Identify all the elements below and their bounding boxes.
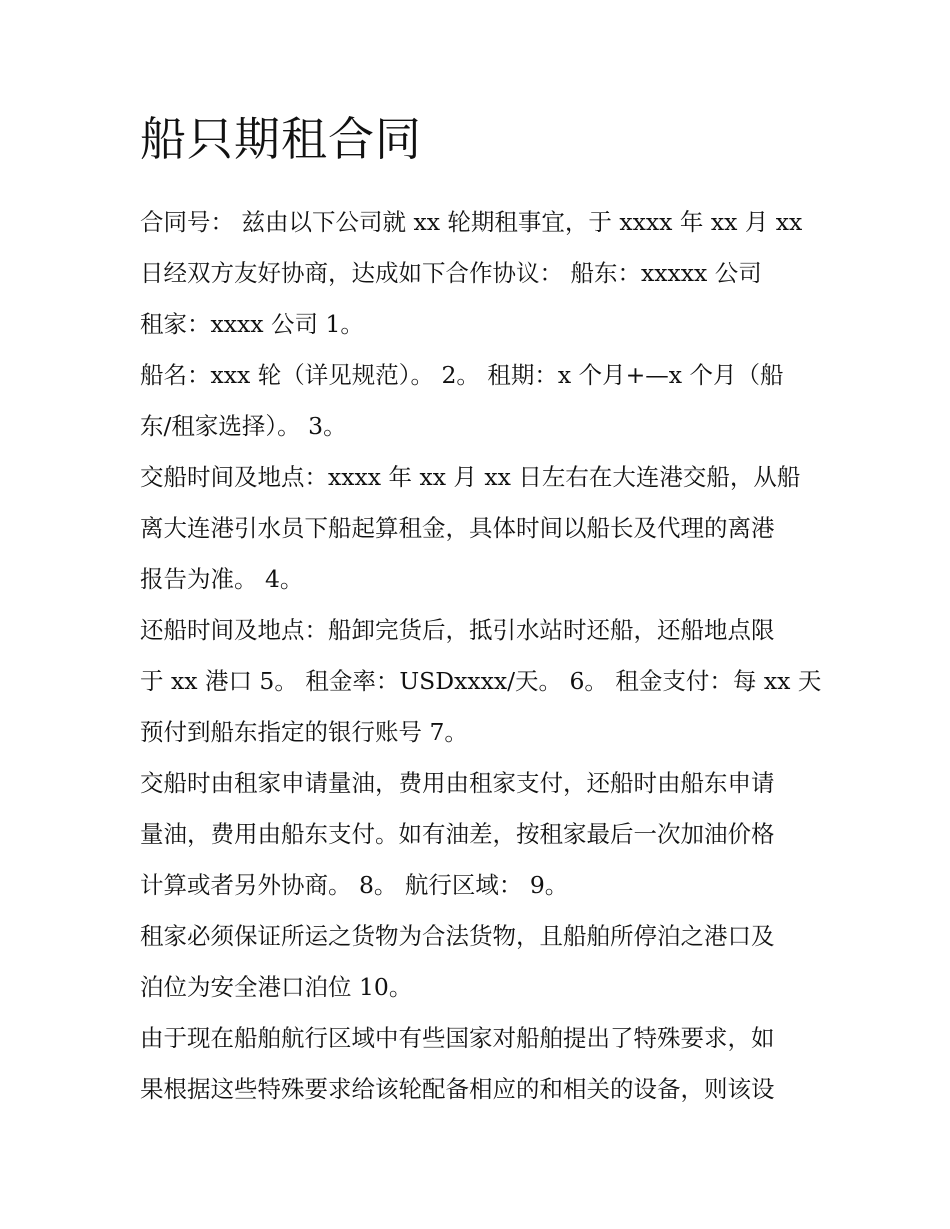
body-line: 量油，费用由船东支付。如有油差，按租家最后一次加油价格 <box>140 820 775 848</box>
document-body <box>140 197 820 1115</box>
body-line: 东/租家选择）。 3。 <box>140 412 347 440</box>
body-line: 报告为准。 4。 <box>140 565 304 593</box>
body-line: 交船时由租家申请量油，费用由租家支付，还船时由船东申请 <box>140 769 775 797</box>
body-line: 租家：xxxx 公司 1。 <box>140 310 364 338</box>
document-title: 船只期租合同 <box>140 112 422 166</box>
body-line: 还船时间及地点：船卸完货后，抵引水站时还船，还船地点限 <box>140 616 775 644</box>
body-line: 日经双方友好协商，达成如下合作协议： 船东：xxxxx 公司 <box>140 259 762 287</box>
body-line: 船名：xxx 轮（详见规范）。 2。 租期：x 个月+—x 个月（船 <box>140 361 784 389</box>
body-line: 预付到船东指定的银行账号 7。 <box>140 718 468 746</box>
body-line: 合同号： 兹由以下公司就 xx 轮期租事宜，于 xxxx 年 xx 月 xx <box>140 208 803 236</box>
body-line: 租家必须保证所运之货物为合法货物，且船舶所停泊之港口及 <box>140 922 775 950</box>
body-line: 果根据这些特殊要求给该轮配备相应的和相关的设备，则该设 <box>140 1075 775 1103</box>
body-line: 泊位为安全港口泊位 10。 <box>140 973 413 1001</box>
body-line: 交船时间及地点：xxxx 年 xx 月 xx 日左右在大连港交船，从船 <box>140 463 801 491</box>
body-line: 于 xx 港口 5。 租金率：USDxxxx/天。 6。 租金支付：每 xx 天 <box>140 667 822 695</box>
body-line: 计算或者另外协商。 8。 航行区域： 9。 <box>140 871 569 899</box>
body-line: 离大连港引水员下船起算租金，具体时间以船长及代理的离港 <box>140 514 775 542</box>
body-line: 由于现在船舶航行区域中有些国家对船舶提出了特殊要求，如 <box>140 1024 775 1052</box>
